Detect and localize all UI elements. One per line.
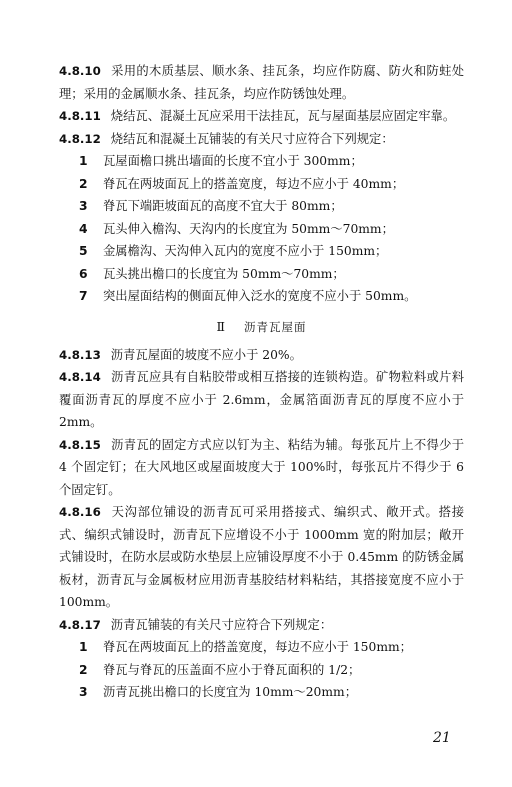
item-number: 2 — [79, 662, 88, 677]
item-text: 脊瓦与脊瓦的压盖面不应小于脊瓦面积的 1/2； — [103, 662, 361, 677]
clause-4-8-12 — [59, 128, 464, 151]
section-roman-numeral: Ⅱ — [216, 318, 226, 334]
item-text: 金属檐沟、天沟伸入瓦内的宽度不应小于 150mm； — [103, 244, 388, 258]
list-4-8-12 — [59, 150, 464, 308]
list-4-8-17 — [59, 636, 464, 704]
item-number: 2 — [79, 176, 88, 191]
item-text: 脊瓦下端距坡面瓦的高度不宜大于 80mm； — [103, 199, 343, 213]
clause-4-8-10 — [59, 60, 464, 105]
list-item — [59, 150, 464, 173]
clause-4-8-17 — [59, 614, 464, 637]
item-text: 沥青瓦挑出檐口的长度宜为 10mm～20mm； — [103, 685, 358, 699]
clause-number: 4.8.10 — [59, 64, 101, 78]
clause-text: 采用的木质基层、顺水条、挂瓦条，均应作防腐、防火和防蛀处理；采用的金属顺水条、挂瓦条，均应作防锈蚀处理。 — [59, 64, 464, 101]
item-number: 6 — [79, 266, 88, 281]
item-text: 脊瓦在两坡面瓦上的搭盖宽度，每边不应小于 150mm； — [103, 640, 412, 654]
item-text: 瓦头挑出檐口的长度宜为 50mm～70mm； — [103, 266, 345, 281]
list-item — [59, 636, 464, 659]
clause-4-8-13 — [59, 344, 464, 367]
item-text: 脊瓦在两坡面瓦上的搭盖宽度，每边不应小于 40mm； — [103, 176, 405, 191]
page-content — [59, 60, 464, 704]
item-text: 瓦屋面檐口挑出墙面的长度不宜小于 300mm； — [103, 154, 363, 168]
clause-text: 天沟部位铺设的沥青瓦可采用搭接式、编织式、敞开式。搭接式、编织式铺设时，沥青瓦下应增设不小于 1000mm 宽的附加层；敞开式铺设时，在防水层或防水垫层上应铺设厚度不小于 0.45mm 的防锈金属板材，沥青瓦与金属板材应用沥青基胶结材料粘结，其搭接宽度不应小于 100mm。 — [59, 505, 464, 609]
list-item — [59, 173, 464, 196]
clause-number: 4.8.14 — [59, 370, 101, 384]
clause-4-8-16 — [59, 501, 464, 614]
clause-text: 烧结瓦、混凝土瓦应采用干法挂瓦，瓦与屋面基层应固定牢靠。 — [110, 109, 456, 123]
item-text: 瓦头伸入檐沟、天沟内的长度宜为 50mm～70mm； — [103, 221, 394, 236]
item-text: 突出屋面结构的侧面瓦伸入泛水的宽度不应小于 50mm。 — [103, 289, 417, 303]
clause-number: 4.8.17 — [59, 617, 101, 632]
clause-number: 4.8.15 — [59, 437, 101, 452]
clause-text: 沥青瓦铺装的有关尺寸应符合下列规定： — [110, 617, 333, 632]
item-number: 5 — [79, 244, 88, 258]
list-item — [59, 218, 464, 241]
item-number: 1 — [79, 154, 88, 168]
item-number: 4 — [79, 221, 88, 236]
clause-text: 烧结瓦和混凝土瓦铺装的有关尺寸应符合下列规定： — [110, 131, 394, 146]
clause-4-8-14 — [59, 366, 464, 434]
list-item — [59, 659, 464, 682]
item-number: 7 — [79, 289, 88, 303]
clause-number: 4.8.12 — [59, 131, 101, 146]
list-item — [59, 240, 464, 263]
list-item — [59, 681, 464, 704]
section-heading — [59, 316, 464, 338]
clause-number: 4.8.16 — [59, 505, 101, 519]
list-item — [59, 195, 464, 218]
clause-4-8-15 — [59, 434, 464, 502]
page-number: 21 — [433, 730, 451, 746]
item-number: 3 — [79, 199, 88, 213]
clause-4-8-11 — [59, 105, 464, 128]
list-item — [59, 263, 464, 286]
clause-text: 沥青瓦应具有自粘胶带或相互搭接的连锁构造。矿物粒料或片料覆面沥青瓦的厚度不应小于 2.6mm，金属箔面沥青瓦的厚度不应小于 2mm。 — [59, 370, 464, 429]
clause-text: 沥青瓦屋面的坡度不应小于 20%。 — [110, 347, 302, 362]
list-item — [59, 285, 464, 308]
item-number: 1 — [79, 640, 88, 654]
clause-number: 4.8.13 — [59, 347, 101, 362]
clause-number: 4.8.11 — [59, 109, 101, 123]
item-number: 3 — [79, 685, 88, 699]
clause-text: 沥青瓦的固定方式应以钉为主、粘结为辅。每张瓦片上不得少于 4 个固定钉；在大风地区或屋面坡度大于 100%时，每张瓦片不得少于 6 个固定钉。 — [59, 437, 464, 497]
section-title: 沥青瓦屋面 — [244, 319, 307, 334]
